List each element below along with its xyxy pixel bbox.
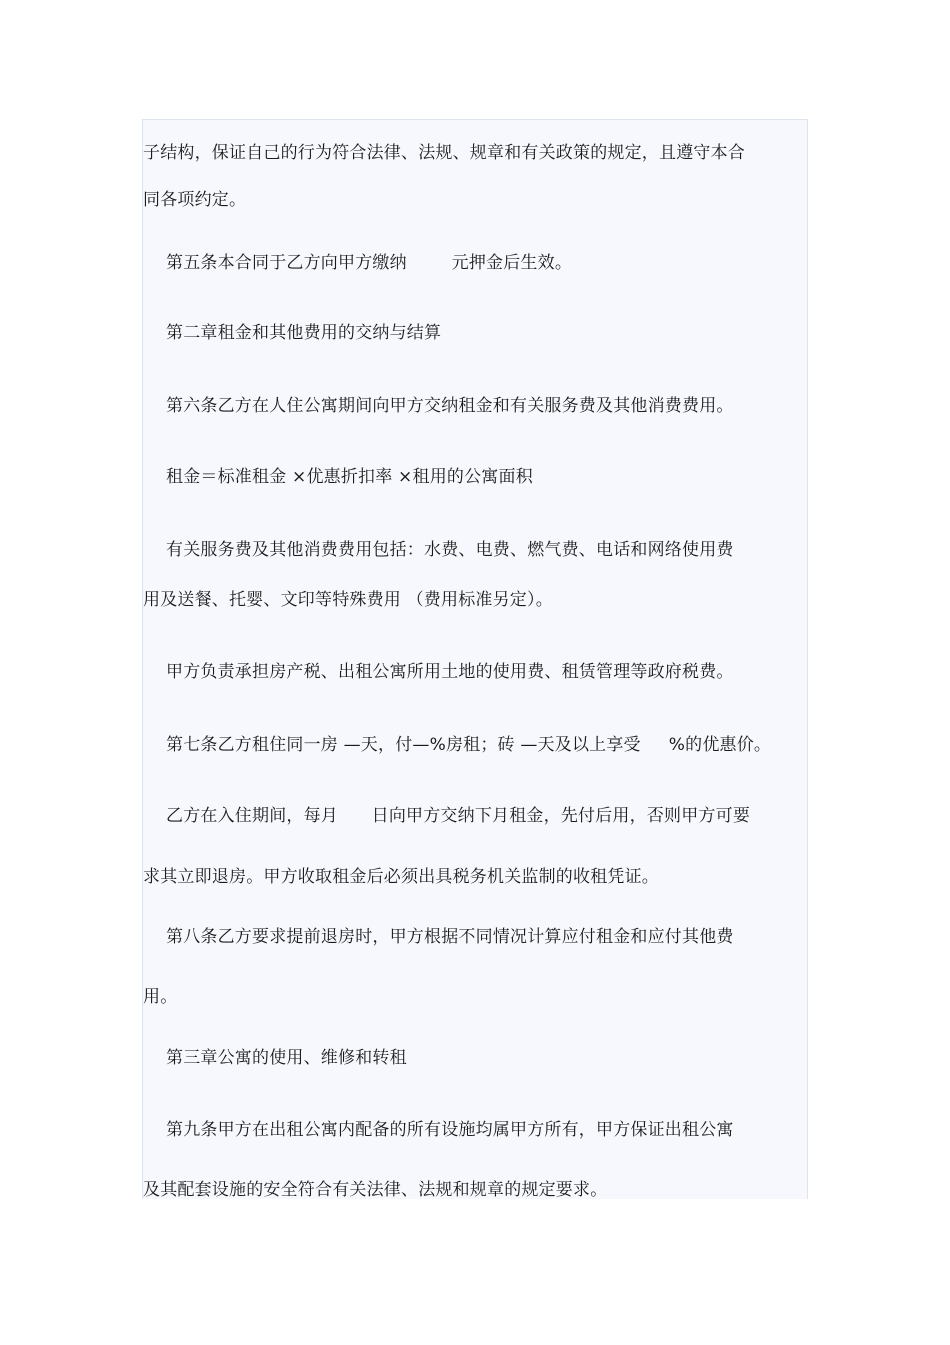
article-8: 第八条乙方要求提前退房时，甲方根据不同情况计算应付租金和应付其他费 bbox=[166, 927, 734, 947]
chapter-3-heading: 第三章公寓的使用、维修和转租 bbox=[166, 1048, 407, 1068]
paragraph-line: 用及送餐、托婴、文印等特殊费用 （费用标准另定）。 bbox=[143, 590, 553, 610]
article-5: 第五条本合同于乙方向甲方缴纳 元押金后生效。 bbox=[166, 253, 573, 273]
paragraph-line: 同各项约定。 bbox=[143, 190, 247, 210]
document-content-area bbox=[142, 119, 808, 1199]
paragraph-line: 乙方在入住期间，每月 日向甲方交纳下月租金，先付后用，否则甲方可要 bbox=[166, 806, 751, 826]
rent-formula: 租金＝标准租金 ×优惠折扣率 ×租用的公寓面积 bbox=[166, 467, 533, 487]
article-9: 第九条甲方在出租公寓内配备的所有设施均属甲方所有，甲方保证出租公寓 bbox=[166, 1120, 734, 1140]
paragraph-line: 子结构，保证自己的行为符合法律、法规、规章和有关政策的规定，且遵守本合 bbox=[143, 143, 745, 163]
article-6: 第六条乙方在人住公寓期间向甲方交纳租金和有关服务费及其他消费费用。 bbox=[166, 396, 734, 416]
paragraph-line: 有关服务费及其他消费费用包括：水费、电费、燃气费、电话和网络使用费 bbox=[166, 540, 734, 560]
paragraph-line: 甲方负责承担房产税、出租公寓所用土地的使用费、租赁管理等政府税费。 bbox=[166, 662, 734, 682]
paragraph-line: 求其立即退房。甲方收取租金后必须出具税务机关监制的收租凭证。 bbox=[143, 867, 659, 887]
article-7: 第七条乙方租住同一房 —天，付—%房租；砖 —天及以上享受 %的优惠价。 bbox=[166, 735, 772, 755]
paragraph-line: 用。 bbox=[143, 987, 178, 1007]
paragraph-line: 及其配套设施的安全符合有关法律、法规和规章的规定要求。 bbox=[143, 1180, 608, 1200]
chapter-2-heading: 第二章租金和其他费用的交纳与结算 bbox=[166, 323, 442, 343]
